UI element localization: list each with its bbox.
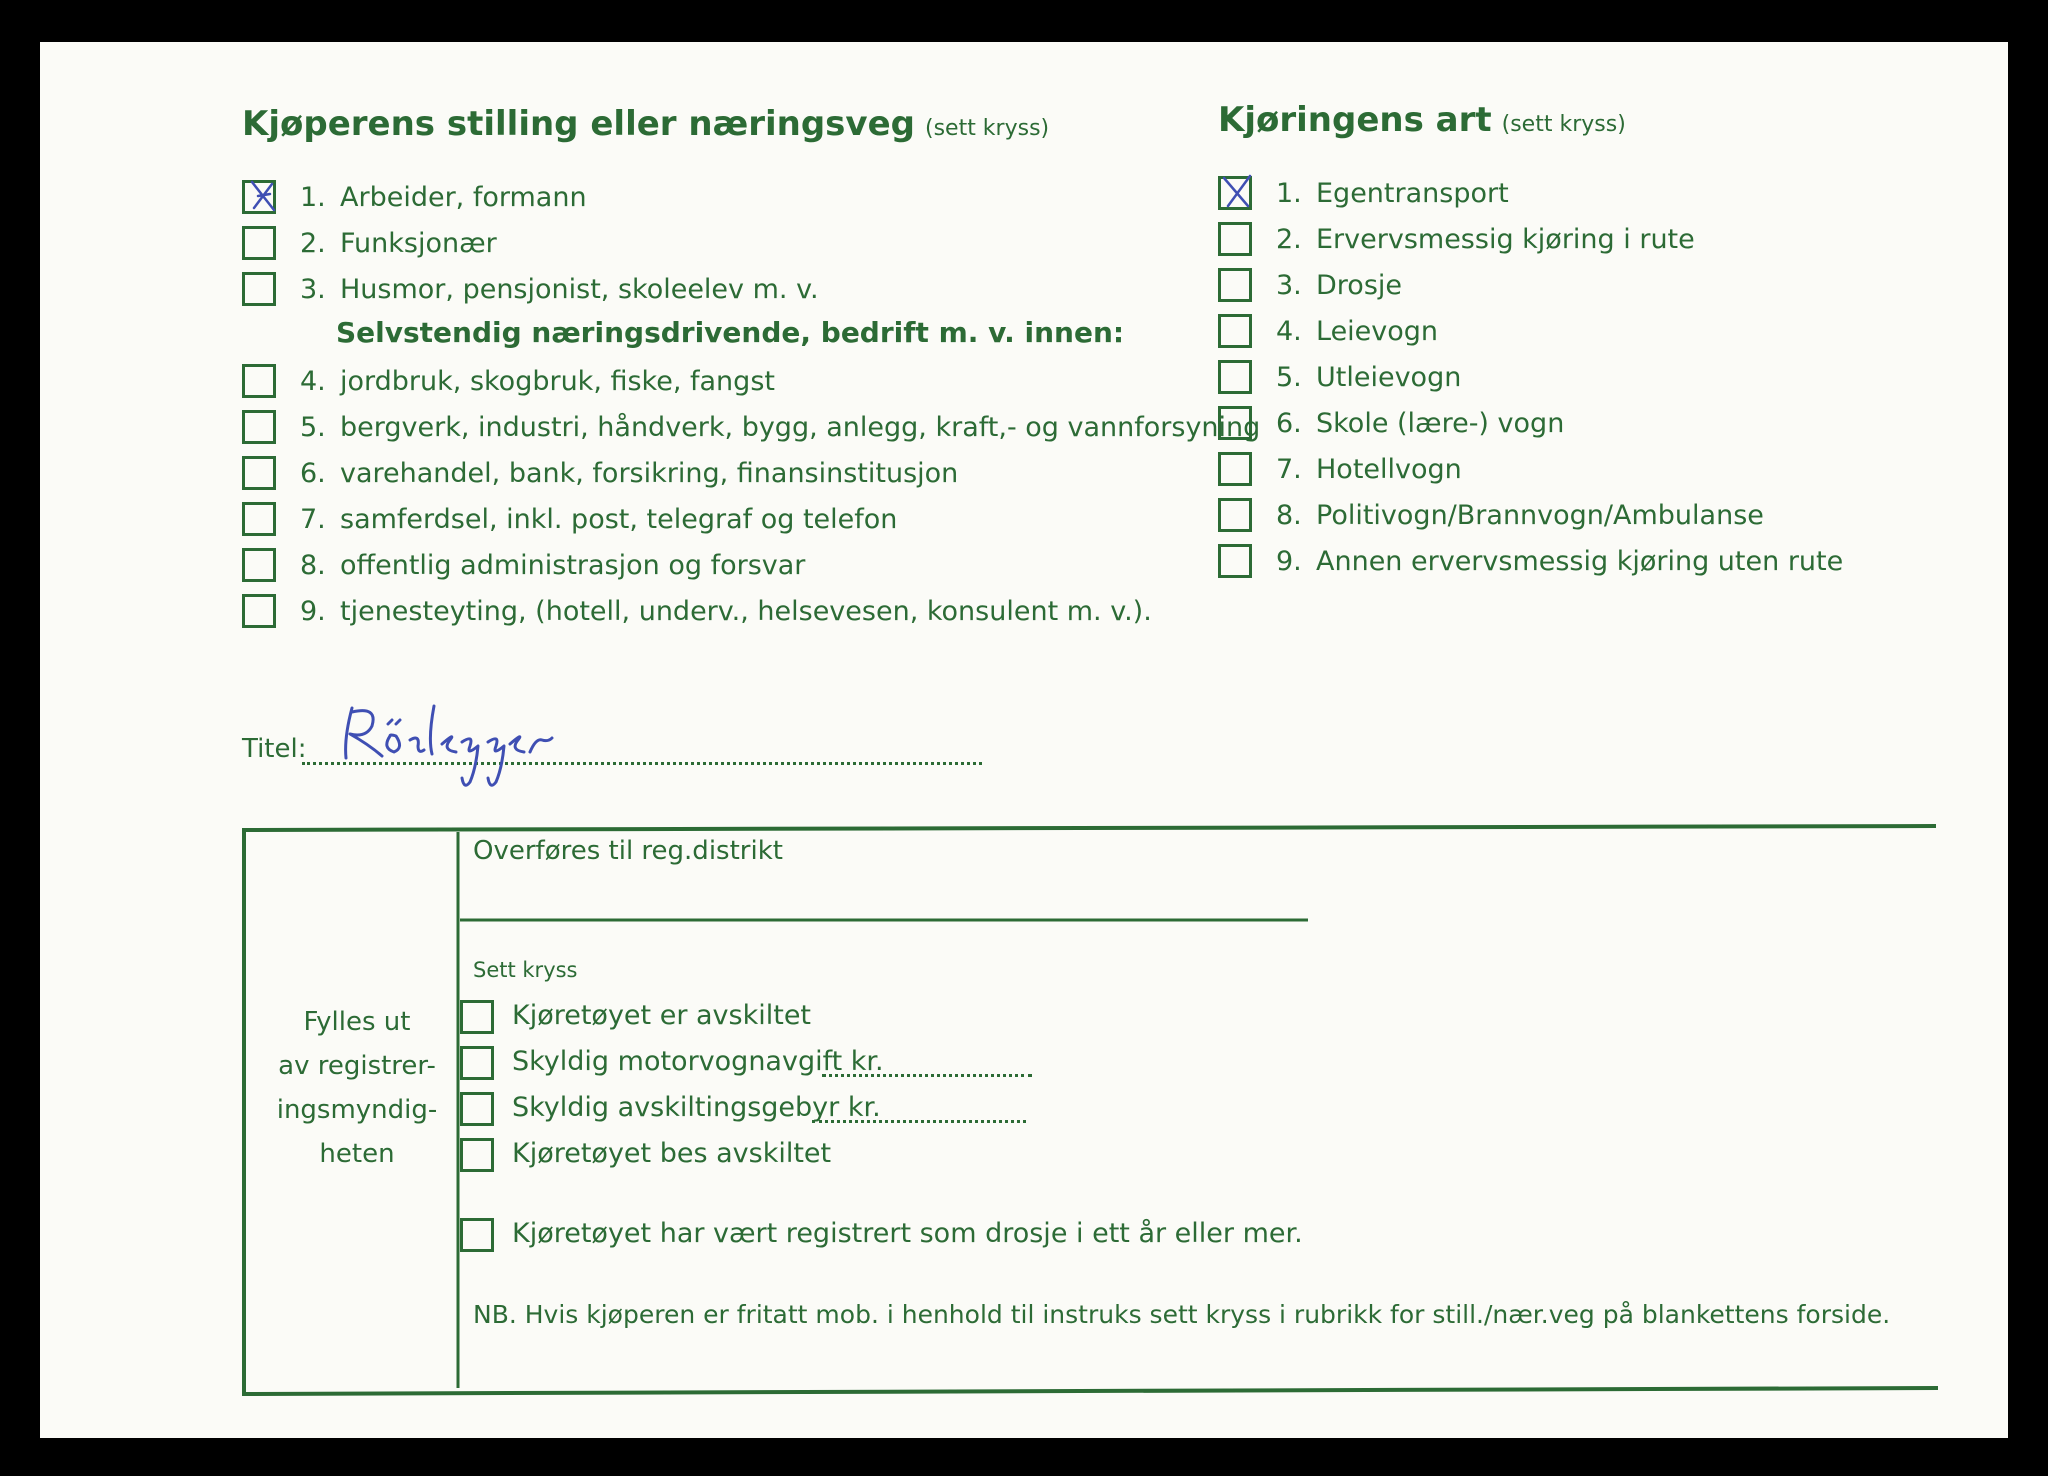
checkbox[interactable] bbox=[1218, 222, 1252, 256]
checkbox[interactable] bbox=[1218, 314, 1252, 348]
checkbox[interactable] bbox=[1218, 406, 1252, 440]
checkbox[interactable] bbox=[460, 1138, 494, 1172]
checkbox[interactable] bbox=[242, 548, 276, 582]
checkbox[interactable] bbox=[1218, 452, 1252, 486]
checkbox[interactable] bbox=[242, 272, 276, 306]
nb-note: NB. Hvis kjøperen er fritatt mob. i henhold til instruks sett kryss i rubrikk for still./nær.veg på blankettens forside. bbox=[473, 1300, 1891, 1329]
checkbox[interactable] bbox=[1218, 544, 1252, 578]
amount-dotted-line[interactable] bbox=[812, 1120, 1026, 1123]
checkbox[interactable] bbox=[460, 1046, 494, 1080]
checkbox[interactable] bbox=[242, 364, 276, 398]
checkbox[interactable] bbox=[242, 410, 276, 444]
title-label: Titel: bbox=[242, 734, 307, 764]
handwritten-title-value bbox=[338, 698, 638, 798]
self-employed-subheading: Selvstendig næringsdrivende, bedrift m. v. innen: bbox=[336, 316, 1125, 349]
transfer-district-label: Overføres til reg.distrikt bbox=[473, 836, 783, 866]
checkbox[interactable] bbox=[242, 226, 276, 260]
buyer-occupation-heading: Kjøperens stilling eller næringsveg (sett kryss) bbox=[242, 104, 1050, 144]
set-cross-hint: Sett kryss bbox=[473, 958, 578, 982]
checkbox[interactable] bbox=[1218, 498, 1252, 532]
checkbox[interactable] bbox=[1218, 360, 1252, 394]
checkbox[interactable] bbox=[460, 1092, 494, 1126]
checkbox[interactable] bbox=[242, 502, 276, 536]
form-sheet: Kjøperens stilling eller næringsveg (sett kryss) 1. Arbeider, formann 2. Funksjonær 3. Husmor, pensjonist, skoleelev m. v. Selvstendig næringsdrivende, bedrift m. v. innen: 4. jordbruk, skogbruk, fiske, fangst 5. bergverk, industri, håndverk, bygg, anlegg, kraft,- og vannforsyning 6. varehandel, bank, forsikring, finansinstitusjon 7. samferdsel, inkl. post, telegraf og telefon 8. offentlig administrasjon og forsvar 9. tjenesteyting, (hotell, underv., helsevesen, konsulent m. v.). Kjøringens art (sett kryss) 1. Egentransport 2. Ervervsmessig kjøring i rute 3. Drosje 4. Leievogn 5. Utleievogn 6. Skole (lære-) vogn 7. Hotellvogn 8. Politivogn/Brannvogn/Ambulanse 9. Annen ervervsmessig kjøring uten rute Titel: Fylles ut av registrer- ingsmyndig- heten Overføres til reg.distrikt Sett kryss Kjøretøyet er avskiltet Skyldig motorvognavgift kr. Skyldig avskiltingsgebyr kr. Kjøretøyet bes avskiltet Kjøretøyet har vært registrert som drosje i ett år eller mer. NB. Hvis kjøperen er fritatt mob. i henhold til instruks sett kryss i rubrikk for still./nær.veg på blankettens forside. bbox=[40, 42, 2008, 1438]
amount-dotted-line[interactable] bbox=[822, 1074, 1032, 1077]
checkbox[interactable] bbox=[460, 1000, 494, 1034]
checkbox[interactable] bbox=[1218, 176, 1252, 210]
checkbox[interactable] bbox=[242, 594, 276, 628]
driving-type-heading: Kjøringens art (sett kryss) bbox=[1218, 100, 1626, 140]
registration-authority-label: Fylles ut av registrer- ingsmyndig- heten bbox=[276, 1007, 438, 1169]
checkbox[interactable] bbox=[460, 1218, 494, 1252]
checkbox[interactable] bbox=[1218, 268, 1252, 302]
checkbox[interactable] bbox=[242, 180, 276, 214]
checkbox[interactable] bbox=[242, 456, 276, 490]
